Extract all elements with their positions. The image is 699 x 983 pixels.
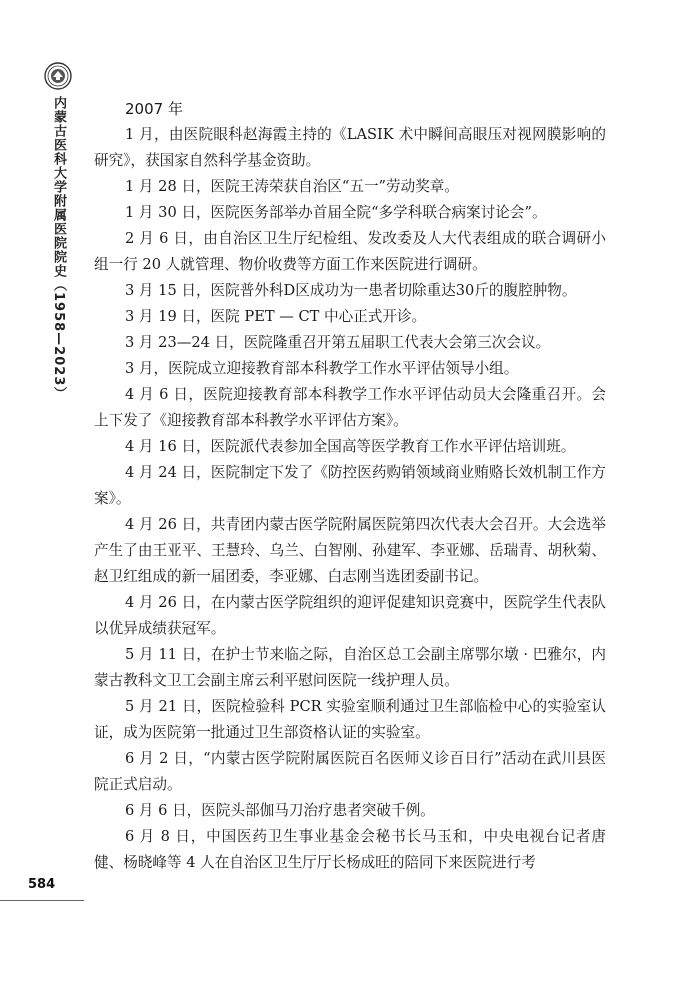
book-title-vertical: 内蒙古医科大学附属医院院史（1958—2023） xyxy=(51,96,66,401)
chronicle-entry: 1 月 30 日，医院医务部举办首届全院“多学科联合病案讨论会”。 xyxy=(125,204,547,221)
chronicle-entry: 6 月 2 日，“内蒙古医学院附属医院百名医师义诊百日行”活动在武川县医院正式启动。 xyxy=(94,750,606,793)
chronicle-entry: 1 月，由医院眼科赵海霞主持的《LASIK 术中瞬间高眼压对视网膜影响的研究》，获国家自然科学基金资助。 xyxy=(94,126,606,169)
chronicle-entry: 3 月 23—24 日，医院隆重召开第五届职工代表大会第三次会议。 xyxy=(125,334,551,351)
chronicle-entry: 2 月 6 日，由自治区卫生厅纪检组、发改委及人大代表组成的联合调研小组一行 20 人就管理、物价收费等方面工作来医院进行调研。 xyxy=(94,230,606,273)
chronicle-entry: 4 月 26 日，共青团内蒙古医学院附属医院第四次代表大会召开。大会选举产生了由王亚平、王慧玲、乌兰、白智刚、孙建军、李亚娜、岳瑞青、胡秋菊、赵卫红组成的新一届团委，李亚娜、白志刚当选团委副书记。 xyxy=(94,516,606,585)
hospital-seal-icon xyxy=(44,62,72,90)
chronicle-entry: 6 月 8 日，中国医药卫生事业基金会秘书长马玉和，中央电视台记者唐健、杨晓峰等 4 人在自治区卫生厅厅长杨成旺的陪同下来医院进行考 xyxy=(94,828,606,871)
chronicle-entry: 6 月 6 日，医院头部伽马刀治疗患者突破千例。 xyxy=(125,802,435,819)
chronicle-entry: 3 月 19 日，医院 PET — CT 中心正式开诊。 xyxy=(125,308,427,325)
chronicle-body xyxy=(94,96,606,876)
chronicle-entry: 1 月 28 日，医院王涛荣获自治区“五一”劳动奖章。 xyxy=(125,178,459,195)
chronicle-entry: 4 月 6 日，医院迎接教育部本科教学工作水平评估动员大会隆重召开。会上下发了《迎接教育部本科教学水平评估方案》。 xyxy=(94,386,606,429)
chronicle-entry: 4 月 26 日，在内蒙古医学院组织的迎评促建知识竞赛中，医院学生代表队以优异成绩获冠军。 xyxy=(94,594,606,637)
chronicle-entry: 3 月，医院成立迎接教育部本科教学工作水平评估领导小组。 xyxy=(125,360,519,377)
year-heading: 2007 年 xyxy=(125,100,183,118)
page-number: 584 xyxy=(28,877,56,892)
chronicle-entry: 3 月 15 日，医院普外科D区成功为一患者切除重达30斤的腹腔肿物。 xyxy=(125,282,577,299)
chronicle-entry: 5 月 21 日，医院检验科 PCR 实验室顺利通过卫生部临检中心的实验室认证，成为医院第一批通过卫生部资格认证的实验室。 xyxy=(94,698,606,741)
chronicle-entry: 5 月 11 日，在护士节来临之际，自治区总工会副主席鄂尔墩 · 巴雅尔，内蒙古教科文卫工会副主席云利平慰问医院一线护理人员。 xyxy=(94,646,606,689)
chronicle-entry: 4 月 24 日，医院制定下发了《防控医药购销领域商业贿赂长效机制工作方案》。 xyxy=(94,464,606,507)
footer-rule xyxy=(0,900,84,901)
chronicle-entry: 4 月 16 日，医院派代表参加全国高等医学教育工作水平评估培训班。 xyxy=(125,438,576,455)
